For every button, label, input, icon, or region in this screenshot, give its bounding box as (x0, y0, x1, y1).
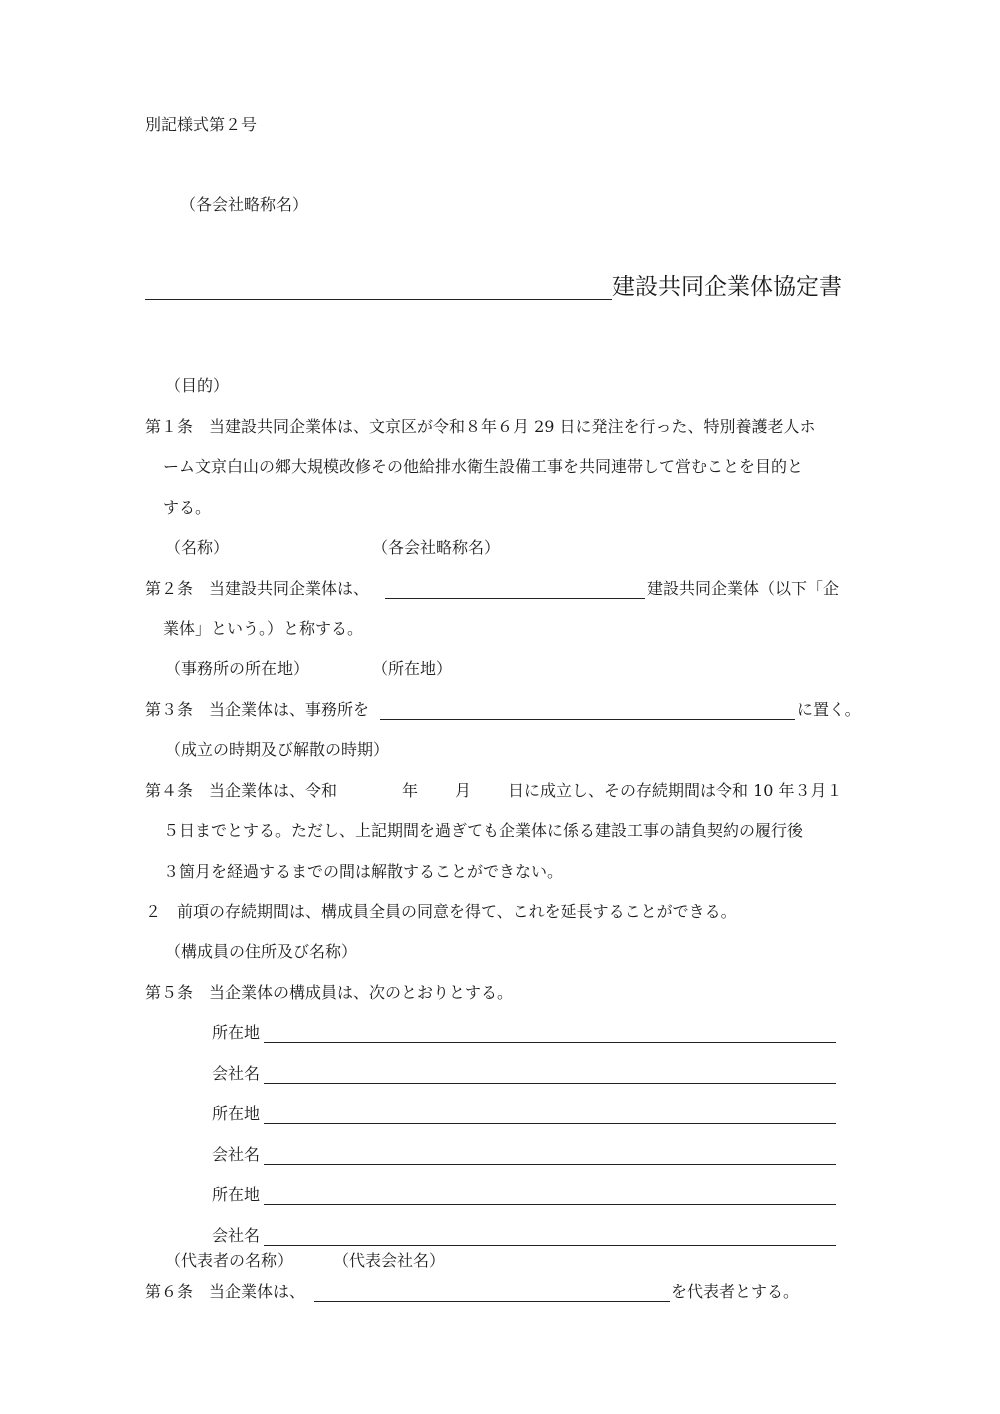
article-2-line-2: 業体」という。）と称する。 (163, 619, 364, 638)
article-6-suffix: を代表者とする。 (671, 1282, 800, 1301)
member-1-address-label: 所在地 (212, 1023, 261, 1042)
article-3-heading: （事務所の所在地） (165, 659, 310, 678)
article-1-heading: （目的） (165, 376, 230, 395)
article-3-prefix: 第３条 当企業体は、事務所を (145, 700, 370, 719)
article-4-line-3: ３箇月を経過するまでの間は解散することができない。 (163, 862, 564, 881)
article-2-note: （各会社略称名） (372, 538, 501, 557)
office-address-blank (380, 719, 795, 720)
member-2-company-blank (264, 1164, 836, 1165)
article-6-heading: （代表者の名称） (165, 1251, 294, 1270)
member-3-address-blank (264, 1204, 836, 1205)
article-1-line-2: ーム文京白山の郷大規模改修その他給排水衛生設備工事を共同連帯して営むことを目的と (163, 457, 804, 476)
article-4-era: 第４条 当企業体は、令和 (145, 781, 338, 800)
article-2-heading: （名称） (165, 538, 230, 557)
form-number: 別記様式第２号 (145, 115, 258, 134)
jv-name-blank (385, 598, 645, 599)
article-5-line-1: 第５条 当企業体の構成員は、次のとおりとする。 (145, 983, 514, 1002)
member-3-company-blank (264, 1245, 836, 1246)
article-4-month: 月 (455, 781, 472, 800)
member-1-address-blank (264, 1042, 836, 1043)
member-2-company-label: 会社名 (212, 1145, 261, 1164)
member-1-company-blank (264, 1083, 836, 1084)
article-1-line-3: する。 (163, 498, 212, 517)
article-5-heading: （構成員の住所及び名称） (165, 942, 358, 961)
member-3-company-label: 会社名 (212, 1226, 261, 1245)
article-4-rest: 日に成立し、その存続期間は令和 10 年３月１ (508, 781, 843, 800)
abbrev-note: （各会社略称名） (180, 195, 309, 214)
page-title: 建設共同企業体協定書 (612, 274, 842, 300)
title-name-blank (145, 299, 612, 300)
member-2-address-blank (264, 1123, 836, 1124)
article-4-heading: （成立の時期及び解散の時期） (165, 740, 390, 759)
article-6-note: （代表会社名） (333, 1251, 446, 1270)
article-3-note: （所在地） (372, 659, 453, 678)
member-1-company-label: 会社名 (212, 1064, 261, 1083)
article-3-suffix: に置く。 (797, 700, 861, 719)
article-4-line-2: ５日までとする。ただし、上記期間を過ぎても企業体に係る建設工事の請負契約の履行後 (163, 821, 804, 840)
article-4-year: 年 (402, 781, 419, 800)
article-1-line-1: 第１条 当建設共同企業体は、文京区が令和８年６月 29 日に発注を行った、特別養護老人ホ (145, 417, 816, 436)
article-2-suffix: 建設共同企業体（以下「企 (647, 579, 840, 598)
article-4-paragraph-2: ２ 前項の存続期間は、構成員全員の同意を得て、これを延長することができる。 (145, 902, 737, 921)
article-2-prefix: 第２条 当建設共同企業体は、 (145, 579, 370, 598)
member-2-address-label: 所在地 (212, 1104, 261, 1123)
representative-blank (314, 1301, 670, 1302)
article-6-prefix: 第６条 当企業体は、 (145, 1282, 306, 1301)
member-3-address-label: 所在地 (212, 1185, 261, 1204)
